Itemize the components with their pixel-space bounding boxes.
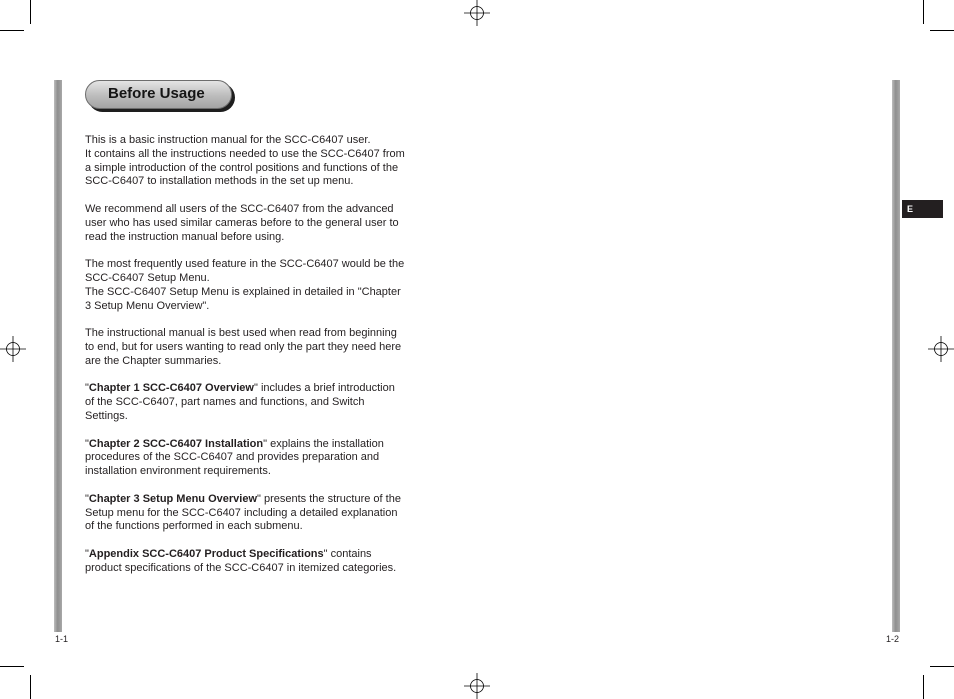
text-line: It contains all the instructions needed to use the SCC-C6407 from xyxy=(85,147,405,160)
crop-mark-bottom-left-v xyxy=(30,675,31,699)
text-line: 3 Setup Menu Overview". xyxy=(85,299,210,312)
language-tab: E xyxy=(902,200,943,218)
appendix-lead: " contains xyxy=(323,547,372,560)
chapter-3-title: Chapter 3 Setup Menu Overview xyxy=(88,492,258,505)
text-line: "Appendix SCC-C6407 Product Specifications" contains xyxy=(85,547,372,560)
text-line: are the Chapter summaries. xyxy=(85,354,222,367)
intro-paragraph xyxy=(85,134,430,189)
text-line: Setup menu for the SCC-C6407 including a detailed explanation xyxy=(85,506,398,519)
text-line: The most frequently used feature in the SCC-C6407 would be the xyxy=(85,258,405,271)
text-line: procedures of the SCC-C6407 and provides preparation and xyxy=(85,451,380,464)
chapter-1-lead: " includes a brief introduction xyxy=(253,382,395,395)
crop-mark-bottom-left-h xyxy=(0,666,24,667)
text-line: product specifications of the SCC-C6407 in itemized categories. xyxy=(85,561,397,574)
chapter-2-summary xyxy=(85,438,430,479)
registration-mark-right-icon xyxy=(928,336,954,362)
appendix-title: Appendix SCC-C6407 Product Specifications xyxy=(88,547,324,560)
text-line: to end, but for users wanting to read only the part they need here xyxy=(85,340,402,353)
left-page-edge-bar xyxy=(54,80,62,632)
registration-mark-top-icon xyxy=(464,0,490,26)
chapter-3-summary xyxy=(85,493,430,534)
text-line: a simple introduction of the control positions and functions of the xyxy=(85,161,399,174)
text-line: of the SCC-C6407, part names and functions, and Switch xyxy=(85,396,365,409)
crop-mark-top-right-v xyxy=(923,0,924,24)
chapter-2-lead: " explains the installation xyxy=(263,437,384,450)
crop-mark-top-left-v xyxy=(30,0,31,24)
left-page-number: 1-1 xyxy=(55,634,69,644)
text-line: user who has used similar cameras before to the general user to xyxy=(85,216,399,229)
page-title: Before Usage xyxy=(108,85,205,102)
manual-body-text xyxy=(85,134,430,589)
setup-menu-paragraph xyxy=(85,258,430,313)
registration-mark-left-icon xyxy=(0,336,26,362)
crop-mark-bottom-right-v xyxy=(923,675,924,699)
crop-mark-top-right-h xyxy=(930,30,954,31)
chapter-3-lead: " presents the structure of the xyxy=(257,492,401,505)
text-line: "Chapter 3 Setup Menu Overview" presents the structure of the xyxy=(85,492,401,505)
section-title-badge xyxy=(85,80,232,109)
right-page-number: 1-2 xyxy=(886,634,900,644)
crop-mark-bottom-right-h xyxy=(930,666,954,667)
appendix-summary xyxy=(85,548,430,576)
right-page-edge-bar xyxy=(892,80,900,632)
text-line: SCC-C6407 to installation methods in the set up menu. xyxy=(85,175,354,188)
text-line: The instructional manual is best used when read from beginning xyxy=(85,327,397,340)
chapter-2-title: Chapter 2 SCC-C6407 Installation xyxy=(88,437,264,450)
chapter-1-summary xyxy=(85,382,430,423)
text-line: Settings. xyxy=(85,409,128,422)
recommendation-paragraph xyxy=(85,203,430,244)
crop-mark-top-left-h xyxy=(0,30,24,31)
chapter-1-title: Chapter 1 SCC-C6407 Overview xyxy=(88,382,254,395)
text-line: The SCC-C6407 Setup Menu is explained in detailed in "Chapter xyxy=(85,285,401,298)
text-line: SCC-C6407 Setup Menu. xyxy=(85,271,210,284)
registration-mark-bottom-icon xyxy=(464,673,490,699)
text-line: installation environment requirements. xyxy=(85,465,271,478)
text-line: We recommend all users of the SCC-C6407 from the advanced xyxy=(85,202,394,215)
usage-paragraph xyxy=(85,327,430,368)
text-line: "Chapter 2 SCC-C6407 Installation" explains the installation xyxy=(85,437,384,450)
text-line: read the instruction manual before using. xyxy=(85,230,285,243)
text-line: of the functions performed in each submenu. xyxy=(85,520,303,533)
text-line: "Chapter 1 SCC-C6407 Overview" includes a brief introduction xyxy=(85,382,395,395)
text-line: This is a basic instruction manual for the SCC-C6407 user. xyxy=(85,134,371,146)
